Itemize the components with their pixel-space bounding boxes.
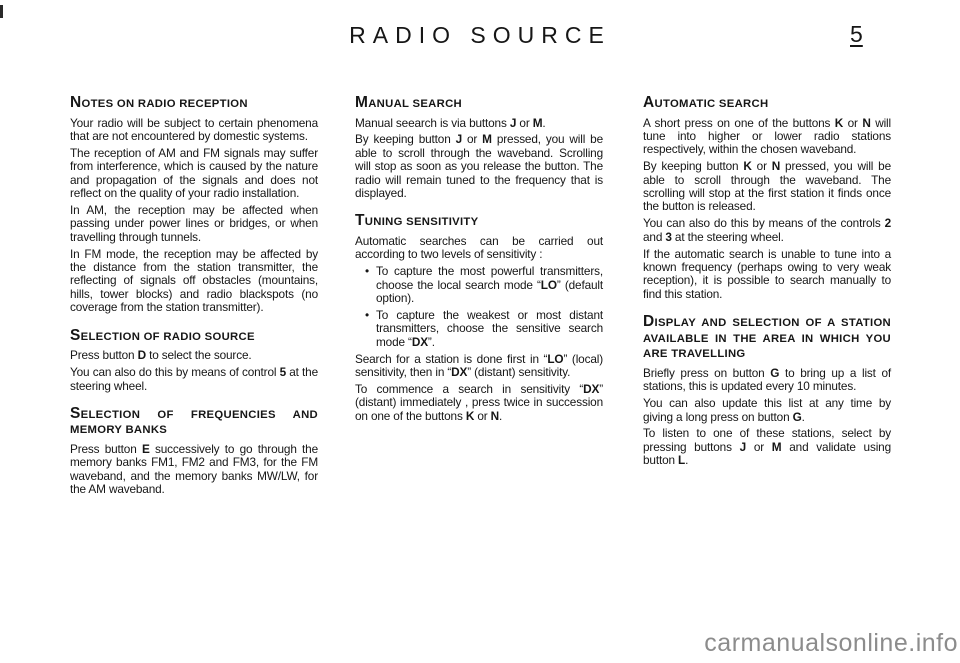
text-run: You can also do this by means of control	[70, 365, 280, 380]
heading-rest: ANUAL SEARCH	[368, 98, 462, 110]
section-heading	[355, 213, 603, 231]
heading-lead-letter: M	[355, 94, 369, 111]
text-run: successively to go through the memory banks FM1, FM2 and FM3, for the FM waveband, and the memory banks MW/LW, for the AM waveband.	[70, 441, 319, 497]
text-run: pressed, you will be able to scroll through the waveband. The scrolling will stop at the first station it finds once the button is released.	[643, 159, 891, 214]
paragraph	[643, 397, 891, 424]
scan-artifact	[0, 5, 3, 18]
section-heading	[70, 95, 318, 113]
text-run: The reception of AM and FM signals may suffer from interference, which is caused by the nature and propagation of the signals and does not reflect on the quality of your radio installation.	[70, 145, 318, 201]
text-run: Press button	[70, 348, 138, 363]
text-run: or	[843, 115, 863, 130]
text-run: ” (distant) immediately , press twice in succession on one of the buttons	[355, 382, 603, 423]
bullet-icon: •	[365, 307, 369, 322]
paragraph	[643, 427, 891, 467]
button-reference: D	[137, 348, 146, 363]
text-run: or	[474, 408, 491, 423]
text-run: To capture the weakest or most distant transmitters, choose the sensitive search mode “	[376, 307, 603, 349]
button-reference: DX	[411, 334, 428, 349]
text-run: at the steering wheel.	[70, 365, 318, 393]
paragraph	[70, 117, 318, 144]
column-manual-search	[355, 95, 603, 427]
text-run: or	[462, 132, 483, 147]
heading-lead-letter: T	[355, 212, 365, 230]
text-run: Your radio will be subject to certain phenomena that are not encountered by domestic systems.	[70, 115, 318, 143]
text-run: or	[516, 115, 533, 130]
page-number: 5	[850, 21, 863, 47]
button-reference: M	[482, 132, 492, 147]
page-title: RADIO SOURCE	[349, 22, 611, 48]
heading-rest: OTES ON RADIO RECEPTION	[81, 98, 248, 110]
heading-lead-letter: S	[70, 404, 81, 422]
heading-rest: ELECTION OF RADIO SOURCE	[80, 330, 255, 343]
section-heading	[355, 95, 603, 113]
button-reference: J	[509, 115, 517, 130]
button-reference: LO	[547, 351, 564, 366]
button-reference: J	[455, 132, 463, 147]
button-reference: N	[771, 159, 781, 174]
section-heading	[643, 95, 891, 113]
button-reference: DX	[451, 365, 468, 380]
section-heading	[70, 328, 318, 346]
text-run: .	[499, 408, 503, 423]
button-reference: DX	[583, 382, 600, 396]
text-run: or	[751, 159, 772, 174]
paragraph	[355, 383, 603, 423]
heading-lead-letter: A	[643, 94, 655, 111]
paragraph	[355, 353, 603, 380]
text-run: and validate using button	[643, 439, 891, 468]
text-run: If the automatic search is unable to tune into a known frequency (perhaps owing to very weak reception), it is possible to search manually to find this station.	[643, 246, 891, 301]
paragraph	[70, 366, 318, 393]
text-run: Search for a station is done first in “	[355, 351, 548, 366]
button-reference: J	[739, 439, 747, 454]
text-run: You can also update this list at any time by giving a long press on button	[643, 396, 891, 424]
button-reference: K	[834, 115, 844, 130]
button-reference: 3	[665, 229, 672, 244]
paragraph	[355, 117, 603, 130]
text-run: .	[801, 409, 805, 424]
paragraph	[70, 349, 318, 362]
text-run: In AM, the reception may be affected when passing under power lines or bridges, or when travelling through tunnels.	[70, 202, 318, 244]
button-reference: K	[743, 159, 752, 174]
text-run: ”.	[427, 334, 435, 349]
heading-lead-letter: S	[70, 326, 81, 344]
section-heading	[643, 314, 891, 363]
column-notes-and-selection	[70, 95, 318, 500]
heading-rest: UTOMATIC SEARCH	[654, 98, 769, 110]
button-reference: L	[678, 453, 686, 468]
text-run: or	[746, 439, 772, 454]
button-reference: M	[532, 115, 543, 130]
paragraph	[70, 147, 318, 201]
text-run: You can also do this by means of the controls	[643, 216, 885, 231]
paragraph	[355, 133, 603, 200]
button-reference: LO	[540, 277, 557, 292]
column-automatic-search	[643, 95, 891, 471]
button-reference: N	[862, 115, 871, 130]
text-run: Briefly press on button	[643, 365, 771, 380]
paragraph	[643, 117, 891, 157]
paragraph	[643, 217, 891, 244]
text-run: Manual seearch is via buttons	[355, 115, 510, 130]
text-run: .	[542, 115, 546, 130]
paragraph	[643, 248, 891, 302]
button-reference: K	[465, 408, 475, 423]
text-run: By keeping button	[643, 159, 744, 174]
paragraph	[70, 204, 318, 244]
button-reference: G	[770, 365, 780, 380]
text-run: To listen to one of these stations, select by pressing buttons	[643, 426, 891, 454]
text-run: In FM mode, the reception may be affected by the distance from the station transmitter, the reflecting of signals off obstacles (mountains, hills, tower blocks) and radio blackspots (no coverage from the station transmitter).	[70, 246, 318, 315]
paragraph	[355, 235, 603, 262]
button-reference: 5	[279, 365, 287, 380]
text-run: ” (default option).	[376, 277, 603, 306]
heading-rest: ISPLAY AND SELECTION OF A STATION AVAILABLE IN THE AREA IN WHICH YOU ARE TRAVELLING	[643, 317, 891, 361]
text-run: .	[685, 453, 689, 468]
text-run: to bring up a list of stations, this is updated every 10 minutes.	[643, 365, 892, 394]
button-reference: 2	[884, 216, 891, 231]
heading-rest: UNING SENSITIVITY	[364, 216, 479, 229]
bullet-item	[355, 309, 603, 349]
heading-lead-letter: N	[70, 94, 82, 111]
text-run: A short press on one of the buttons	[643, 115, 835, 130]
text-run: pressed, you will be able to scroll through the waveband. Scrolling will stop as soon as you release the button. The radio will remain tuned to the frequency that is displayed.	[355, 132, 603, 201]
text-run: at the steering wheel.	[671, 229, 784, 244]
text-run: To capture the most powerful transmitters, choose the local search mode “	[376, 264, 603, 292]
paragraph	[70, 248, 318, 315]
bullet-item	[355, 265, 603, 305]
watermark: carmanualsonline.info	[704, 629, 958, 657]
section-heading	[70, 406, 318, 439]
button-reference: N	[490, 408, 500, 423]
text-run: and	[643, 229, 666, 244]
button-reference: M	[771, 439, 782, 454]
bullet-icon: •	[365, 264, 369, 279]
paragraph	[70, 443, 318, 497]
heading-lead-letter: D	[643, 313, 655, 331]
heading-rest: ELECTION OF FREQUENCIES AND MEMORY BANKS	[70, 408, 318, 437]
text-run: To commence a search in sensitivity “	[355, 382, 584, 396]
text-run: By keeping button	[355, 132, 456, 147]
text-run: Automatic searches can be carried out according to two levels of sensitivity :	[355, 233, 603, 262]
text-run: to select the source.	[145, 348, 252, 363]
button-reference: E	[141, 441, 150, 456]
button-reference: G	[792, 409, 802, 424]
text-run: ” (distant) sensitivity.	[467, 365, 571, 380]
paragraph	[643, 160, 891, 214]
text-run: ” (local) sensitivity, then in “	[355, 351, 603, 380]
text-run: Press button	[70, 441, 142, 456]
paragraph	[643, 367, 891, 394]
text-run: will tune into higher or lower radio stations respectively, within the chosen waveband.	[643, 115, 891, 157]
